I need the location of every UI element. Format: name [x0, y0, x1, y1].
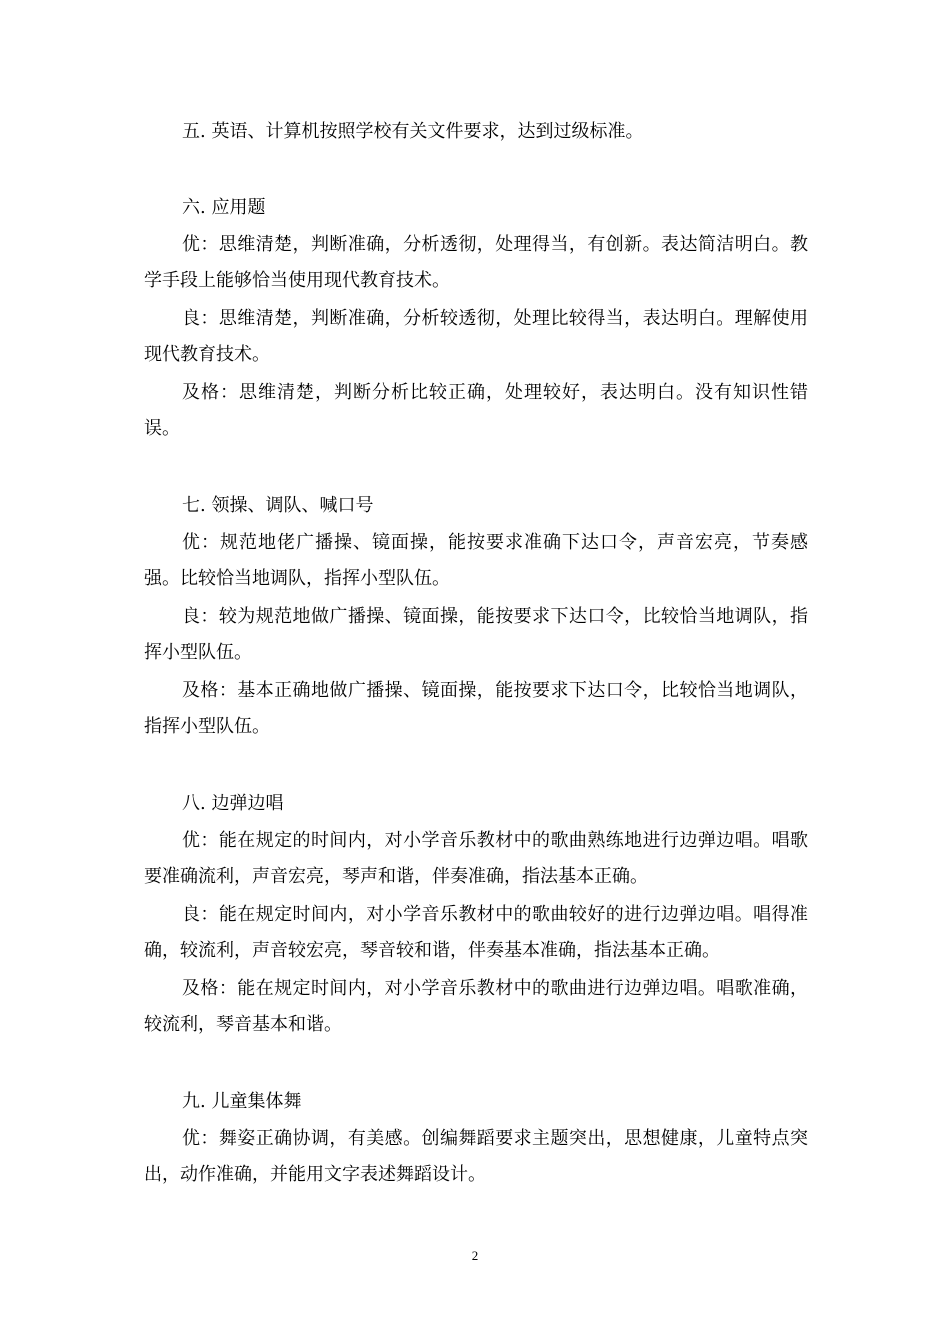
section-8-excellent: 优：能在规定的时间内，对小学音乐教材中的歌曲熟练地进行边弹边唱。唱歌要准确流利，声音宏亮，琴声和谐，伴奏准确，指法基本正确。 — [144, 830, 808, 887]
section-7-excellent: 优：规范地佬广播操、镜面操，能按要求准确下达口令，声音宏亮，节奏感强。比较恰当地调队，指挥小型队伍。 — [144, 532, 808, 589]
section-6-good: 良：思维清楚，判断准确，分析较透彻，处理比较得当，表达明白。理解使用现代教育技术。 — [144, 308, 808, 365]
section-9-excellent: 优：舞姿正确协调，有美感。创编舞蹈要求主题突出，思想健康，儿童特点突出，动作准确，并能用文字表述舞蹈设计。 — [144, 1128, 808, 1185]
section-8-good: 良：能在规定时间内，对小学音乐教材中的歌曲较好的进行边弹边唱。唱得准确，较流利，声音较宏亮，琴音较和谐，伴奏基本准确，指法基本正确。 — [144, 904, 808, 961]
section-8-pass: 及格：能在规定时间内，对小学音乐教材中的歌曲进行边弹边唱。唱歌准确，较流利，琴音基本和谐。 — [144, 978, 808, 1035]
section-7-pass: 及格：基本正确地做广播操、镜面操，能按要求下达口令，比较恰当地调队，指挥小型队伍。 — [144, 680, 808, 737]
section-6-excellent: 优：思维清楚，判断准确，分析透彻，处理得当，有创新。表达简洁明白。教学手段上能够恰当使用现代教育技术。 — [144, 234, 808, 291]
section-8-title: 八. 边弹边唱 — [182, 793, 284, 814]
section-7-good: 良：较为规范地做广播操、镜面操，能按要求下达口令，比较恰当地调队，指挥小型队伍。 — [144, 606, 808, 663]
section-5-text: 五. 英语、计算机按照学校有关文件要求，达到过级标准。 — [182, 121, 644, 142]
section-9-title: 九. 儿童集体舞 — [182, 1091, 302, 1112]
page-number: 2 — [471, 1248, 479, 1263]
section-7-title: 七. 领操、调队、喊口号 — [182, 495, 374, 516]
section-6-pass: 及格：思维清楚，判断分析比较正确，处理较好，表达明白。没有知识性错误。 — [144, 382, 808, 439]
section-6-title: 六. 应用题 — [182, 197, 266, 218]
